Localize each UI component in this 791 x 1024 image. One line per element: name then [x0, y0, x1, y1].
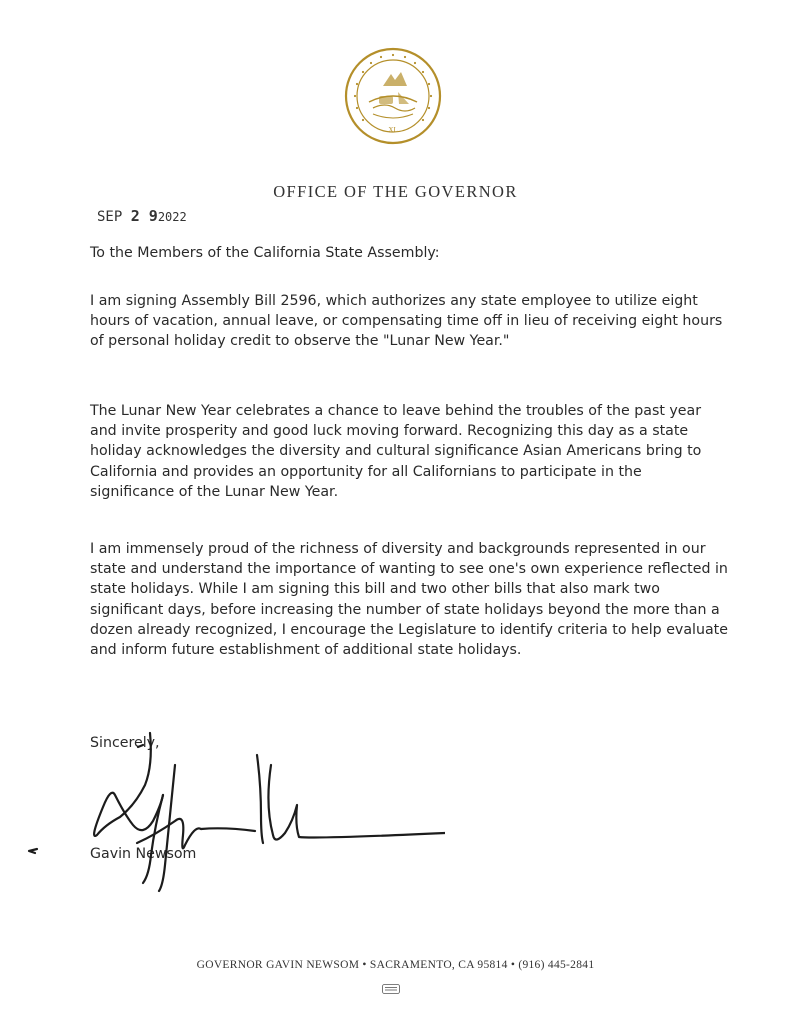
date-day: 2 9: [130, 207, 158, 225]
seal-numeral: XL: [388, 126, 398, 134]
date-year: 2022: [157, 210, 187, 224]
handwritten-signature-icon: [25, 725, 445, 895]
body-paragraph: I am immensely proud of the richness of diversity and backgrounds represented in our state and understand the importance of wanting to see one's own experience reflected in state holidays. While I am signing this bill and two other bills that also mark two significant days, before increasing the number of state holidays beyond the more than a dozen already recognized, I encourage the Legislature to identify criteria to help evaluate and inform future establishment of additional state holidays.: [90, 541, 728, 659]
signer-name: Gavin Newsom: [90, 846, 197, 862]
salutation: To the Members of the California State Assembly:: [90, 245, 440, 261]
date-stamp: [97, 207, 187, 225]
footer-address: GOVERNOR GAVIN NEWSOM • SACRAMENTO, CA 95814 • (916) 445-2841: [196, 959, 595, 971]
state-seal-icon: [343, 46, 443, 146]
body-paragraph: I am signing Assembly Bill 2596, which authorizes any state employee to utilize eight hours of vacation, annual leave, or compensating time off in lieu of receiving eight hours of personal holiday credit to observe the "Lunar New Year.": [90, 293, 723, 350]
date-month: SEP: [97, 209, 123, 225]
union-label-icon: [382, 984, 400, 994]
office-heading: OFFICE OF THE GOVERNOR: [273, 182, 518, 201]
body-paragraph: The Lunar New Year celebrates a chance to leave behind the troubles of the past year and invite prosperity and good luck moving forward. Recognizing this day as a state holiday acknowledges the diversity and cultural significance Asian Americans bring to California and provides an opportunity for all Californians to participate in the significance of the Lunar New Year.: [90, 403, 702, 500]
closing: Sincerely,: [90, 735, 160, 751]
